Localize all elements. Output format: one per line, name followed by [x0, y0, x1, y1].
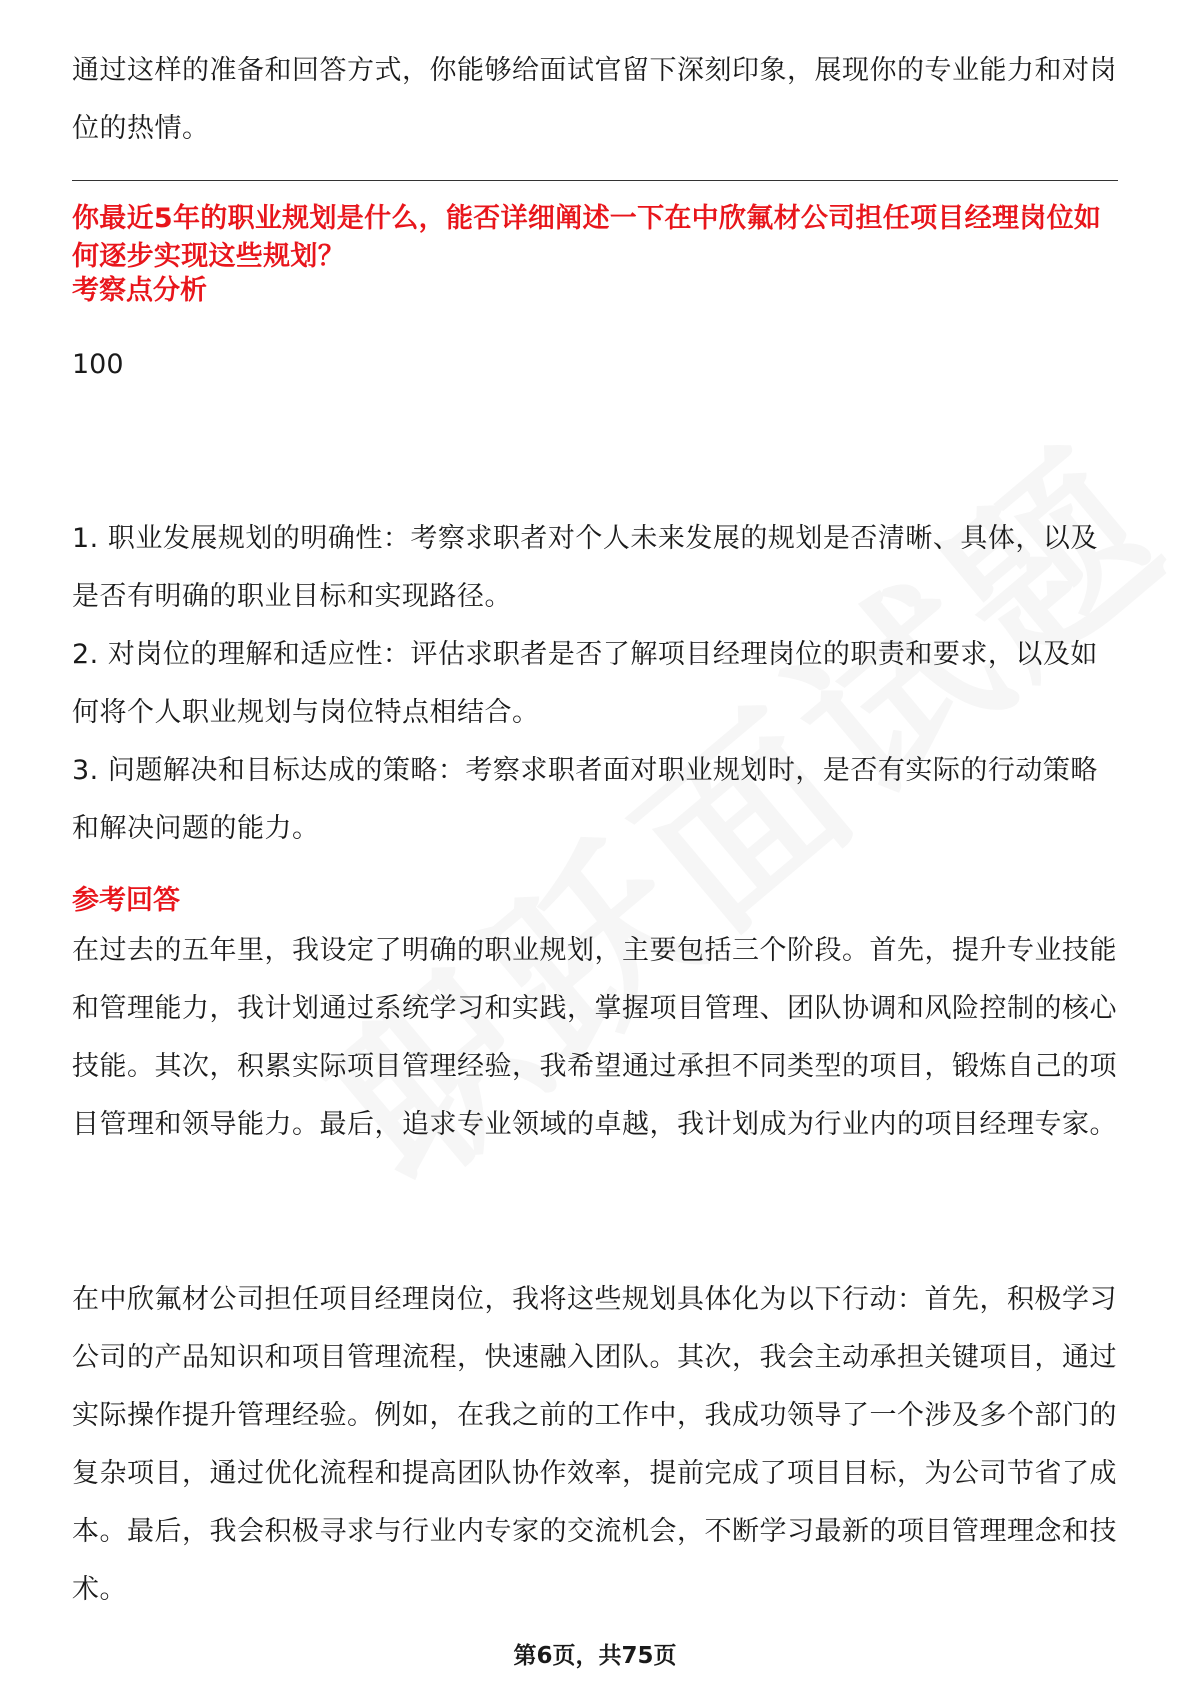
analysis-score: 100: [72, 349, 124, 380]
analysis-point: 3. 问题解决和目标达成的策略：考察求职者面对职业规划时，是否有实际的行动策略和解决问题的能力。: [72, 755, 1098, 844]
answer-paragraph: 在过去的五年里，我设定了明确的职业规划，主要包括三个阶段。首先，提升专业技能和管理能力，我计划通过系统学习和实践，掌握项目管理、团队协调和风险控制的核心技能。其次，积累实际项目管理经验，我希望通过承担不同类型的项目，锻炼自己的项目管理和领导能力。最后，追求专业领域的卓越，我计划成为行业内的项目经理专家。: [72, 935, 1117, 1140]
analysis-point: 1. 职业发展规划的明确性：考察求职者对个人未来发展的规划是否清晰、具体，以及是否有明确的职业目标和实现路径。: [72, 523, 1098, 612]
analysis-points: [72, 510, 1118, 858]
analysis-point: 2. 对岗位的理解和适应性：评估求职者是否了解项目经理岗位的职责和要求，以及如何将个人职业规划与岗位特点相结合。: [72, 639, 1098, 728]
question-title: 你最近5年的职业规划是什么，能否详细阐述一下在中欣氟材公司担任项目经理岗位如何逐步实现这些规划？: [72, 203, 1102, 272]
answer-heading: 参考回答: [72, 885, 180, 916]
section-divider: [72, 180, 1118, 181]
page-number: 第6页，共75页: [513, 1643, 677, 1669]
analysis-heading: 考察点分析: [72, 275, 207, 306]
intro-paragraph: 通过这样的准备和回答方式，你能够给面试官留下深刻印象，展现你的专业能力和对岗位的热情。: [72, 55, 1117, 144]
answer-paragraph: 在中欣氟材公司担任项目经理岗位，我将这些规划具体化为以下行动：首先，积极学习公司的产品知识和项目管理流程，快速融入团队。其次，我会主动承担关键项目，通过实际操作提升管理经验。例如，在我之前的工作中，我成功领导了一个涉及多个部门的复杂项目，通过优化流程和提高团队协作效率，提前完成了项目目标，为公司节省了成本。最后，我会积极寻求与行业内专家的交流机会，不断学习最新的项目管理理念和技术。: [72, 1284, 1117, 1605]
